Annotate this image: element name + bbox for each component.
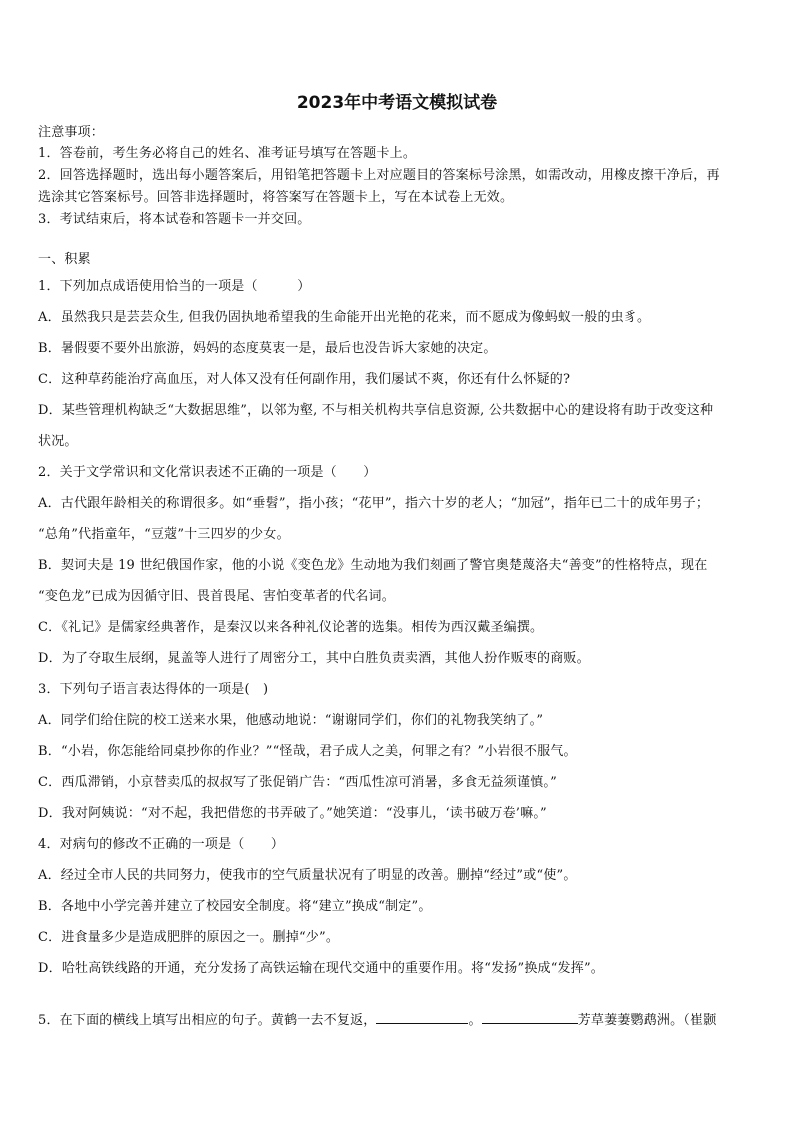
q2-option-b: B．契诃夫是 19 世纪俄国作家，他的小说《变色龙》生动地为我们刻画了警官奥楚蔑洛夫“善变”的性格特点，现在 (38, 558, 708, 573)
q1-option-d-cont: 状况。 (38, 434, 78, 449)
q3-stem: 3．下列句子语言表达得体的一项是( ) (38, 682, 269, 697)
q2-option-c: C．《礼记》是儒家经典著作，是秦汉以来各种礼仪论著的选集。相传为西汉戴圣编撰。 (38, 620, 544, 635)
q4-option-d: D．哈牡高铁线路的开通，充分发扬了高铁运输在现代交通中的重要作用。将“发扬”换成“发挥”。 (38, 961, 605, 976)
q4-stem: 4．对病句的修改不正确的一项是（ ） (38, 837, 285, 852)
q2-option-b-cont: “变色龙”已成为因循守旧、畏首畏尾、害怕变革者的代名词。 (38, 589, 395, 604)
notice-item-3: 3．考试结束后，将本试卷和答题卡一并交回。 (38, 212, 311, 227)
q2-stem: 2．关于文学常识和文化常识表述不正确的一项是（ ） (38, 465, 377, 480)
q1-option-b: B．暑假要不要外出旅游，妈妈的态度莫衷一是，最后也没告诉大家她的决定。 (38, 341, 497, 356)
q5-prefix: 5．在下面的横线上填写出相应的句子。黄鹤一去不复返， (38, 1013, 377, 1028)
q2-option-a-cont: “总角”代指童年，“豆蔻”十三四岁的少女。 (38, 527, 290, 542)
section-heading: 一、积累 (38, 252, 91, 267)
notice-item-2-cont: 选涂其它答案标号。回答非选择题时，将答案写在答题卡上，写在本试卷上无效。 (38, 190, 514, 205)
q4-option-a: A．经过全市人民的共同努力，使我市的空气质量状况有了明显的改善。删掉“经过”或“使”。 (38, 868, 577, 883)
notice-heading: 注意事项： (38, 125, 105, 140)
page-title: 2023年中考语文模拟试卷 (296, 93, 498, 113)
q5-blank-2[interactable] (482, 1009, 578, 1024)
q5-line (38, 1009, 716, 1028)
q1-stem: 1．下列加点成语使用恰当的一项是（ ） (38, 279, 311, 294)
q1-option-d: D．某些管理机构缺乏“大数据思维”，以邻为壑, 不与相关机构共享信息资源, 公共数据中心的建设将有助于改变这种 (38, 403, 714, 418)
q4-option-b: B．各地中小学完善并建立了校园安全制度。将“建立”换成“制定”。 (38, 899, 432, 914)
notice-item-1: 1．答卷前，考生务必将自己的姓名、准考证号填写在答题卡上。 (38, 146, 417, 161)
q4-option-c: C．进食量多少是造成肥胖的原因之一。删掉“少”。 (38, 930, 340, 945)
q3-option-a: A．同学们给住院的校工送来水果，他感动地说：“谢谢同学们，你们的礼物我笑纳了。” (38, 713, 544, 728)
notice-item-2: 2．回答选择题时，选出每小题答案后，用铅笔把答题卡上对应题目的答案标号涂黑，如需改动，用橡皮擦干净后，再 (38, 168, 720, 183)
q3-option-d: D．我对阿姨说：“对不起，我把借您的书弄破了。”她笑道：“没事儿，‘读书破万卷’嘛。” (38, 806, 547, 821)
q3-option-b: B．“小岩，你怎能给同桌抄你的作业？”“怪哉，君子成人之美，何罪之有？”小岩很不服气。 (38, 744, 577, 759)
q1-option-a: A．虽然我只是芸芸众生, 但我仍固执地希望我的生命能开出光艳的花来，而不愿成为像蚂蚁一般的虫豸。 (38, 310, 651, 325)
q3-option-c: C．西瓜滞销，小京替卖瓜的叔叔写了张促销广告：“西瓜性凉可消暑，多食无益须谨慎。” (38, 775, 557, 790)
q2-option-d: D．为了夺取生辰纲，晁盖等人进行了周密分工，其中白胜负责卖酒，其他人扮作贩枣的商贩。 (38, 651, 590, 666)
q2-option-a: A．古代跟年龄相关的称谓很多。如“垂髫”，指小孩；“花甲”，指六十岁的老人；“加冠”，指年已二十的成年男子； (38, 496, 710, 511)
q1-option-c: C．这种草药能治疗高血压，对人体又没有任何副作用，我们屡试不爽，你还有什么怀疑的? (38, 372, 571, 387)
q5-suffix: 芳草萋萋鹦鹉洲。（崔颢 (577, 1013, 717, 1028)
q5-mid: 。 (468, 1013, 482, 1028)
q5-blank-1[interactable] (376, 1009, 468, 1024)
